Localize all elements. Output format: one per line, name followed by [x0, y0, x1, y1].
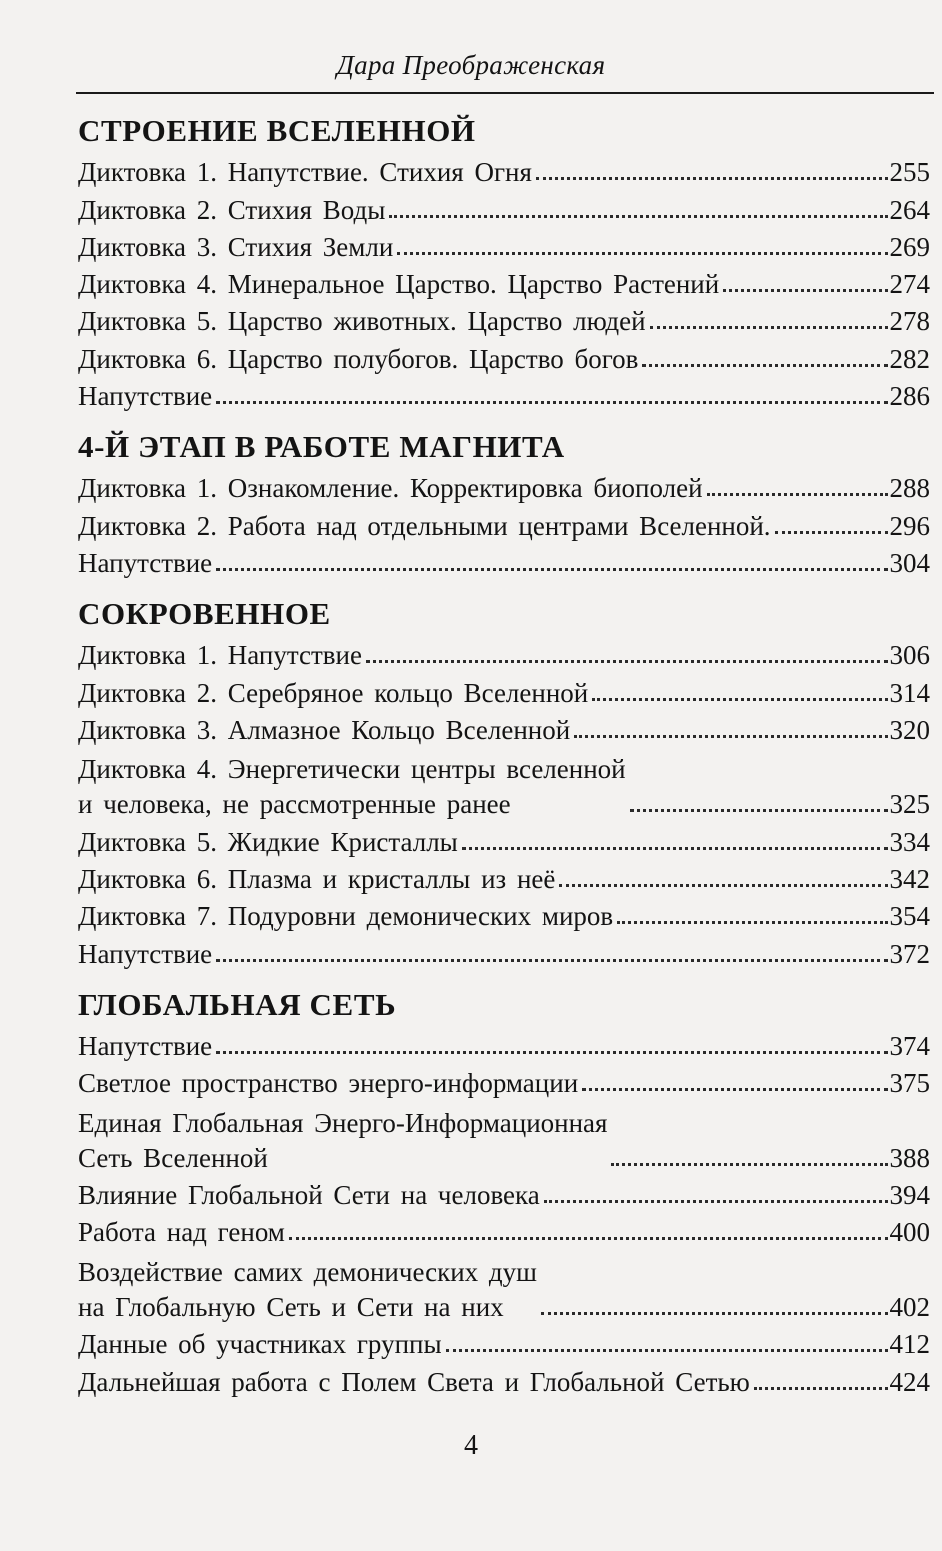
toc-entry	[78, 1062, 930, 1099]
entry-title-line: Работа над геном	[78, 1217, 285, 1248]
entry-title-line: Диктовка 2. Серебряное кольцо Вселенной	[78, 677, 589, 708]
toc-entry	[78, 820, 930, 857]
entry-title-line: Диктовка 4. Минеральное Царство. Царство Растений	[78, 269, 720, 300]
toc-entry	[78, 151, 930, 188]
entry-title-line: Напутствие	[78, 381, 213, 412]
header-rule	[76, 92, 934, 94]
entry-title-line: Диктовка 2. Работа над отдельными центрами Вселенной.	[78, 510, 771, 541]
toc-entry	[78, 375, 930, 412]
entry-page-number: 306	[889, 640, 930, 671]
toc-section	[78, 427, 930, 579]
entry-title-line: Единая Глобальная Энерго-Информационная	[78, 1107, 608, 1138]
dot-leader	[775, 531, 888, 534]
entry-title	[78, 472, 703, 504]
entry-title-line: Диктовка 6. Плазма и кристаллы из неё	[78, 864, 556, 895]
entry-title	[78, 751, 626, 820]
entry-title	[78, 1067, 578, 1099]
entry-page-number: 372	[889, 938, 930, 969]
entry-title	[78, 639, 362, 671]
entry-title	[78, 231, 393, 263]
entry-title-line: Светлое пространство энерго-информации	[78, 1068, 579, 1099]
dot-leader	[446, 1349, 888, 1352]
section-gap	[78, 579, 930, 591]
toc-entry	[78, 1248, 930, 1323]
table-of-contents	[78, 108, 930, 1398]
entry-title	[78, 1030, 212, 1062]
toc-section	[78, 111, 930, 412]
toc-entry	[78, 542, 930, 579]
toc-entry	[78, 858, 930, 895]
dot-leader	[389, 215, 887, 218]
entry-page-number: 320	[889, 714, 930, 745]
entry-title-line: Воздействие самих демонических душ	[78, 1256, 537, 1287]
entry-title-line: Диктовка 7. Подуровни демонических миров	[78, 901, 614, 932]
toc-entry	[78, 1360, 930, 1397]
entry-title-line: Диктовка 6. Царство полубогов. Царство богов	[78, 343, 639, 374]
dot-leader	[216, 568, 887, 571]
dot-leader	[397, 252, 887, 255]
toc-entry	[78, 634, 930, 671]
toc-section	[78, 594, 930, 970]
toc-entry	[78, 1099, 930, 1174]
dot-leader	[707, 493, 888, 496]
dot-leader	[216, 959, 887, 962]
entry-page-number: 402	[889, 1292, 930, 1323]
dot-leader	[216, 401, 887, 404]
entry-page-number: 334	[889, 826, 930, 857]
entry-title	[78, 900, 613, 932]
entry-page-number: 255	[889, 157, 930, 188]
entry-page-number: 269	[889, 231, 930, 262]
entry-page-number: 325	[889, 789, 930, 820]
entry-title-line: Диктовка 5. Жидкие Кристаллы	[78, 826, 458, 857]
toc-entry	[78, 1323, 930, 1360]
entry-page-number: 288	[889, 473, 930, 504]
entry-title-line: Диктовка 1. Напутствие. Стихия Огня	[78, 157, 532, 188]
entry-title-line: Диктовка 3. Алмазное Кольцо Вселенной	[78, 714, 571, 745]
entry-title-line: Диктовка 2. Стихия Воды	[78, 194, 386, 225]
entry-title-line: Дальнейшая работа с Полем Света и Глобальной Сетью	[78, 1366, 750, 1397]
entry-page-number: 296	[889, 510, 930, 541]
toc-entry	[78, 1211, 930, 1248]
entry-page-number: 342	[889, 864, 930, 895]
dot-leader	[541, 1312, 888, 1315]
entry-title	[78, 863, 555, 895]
entry-title-line: Напутствие	[78, 938, 213, 969]
entry-title-line: Диктовка 1. Ознакомление. Корректировка биополей	[78, 473, 703, 504]
dot-leader	[544, 1200, 888, 1203]
toc-entry	[78, 1174, 930, 1211]
entry-title-line: Диктовка 5. Царство животных. Царство людей	[78, 306, 646, 337]
entry-title	[78, 156, 532, 188]
dot-leader	[617, 921, 887, 924]
entry-title-line: и человека, не рассмотренные ранее	[78, 789, 511, 820]
entry-page-number: 374	[889, 1030, 930, 1061]
entry-page-number: 278	[889, 306, 930, 337]
entry-title	[78, 380, 212, 412]
section-title: 4-Й ЭТАП В РАБОТЕ МАГНИТА	[78, 429, 565, 465]
dot-leader	[289, 1237, 888, 1240]
entry-title	[78, 938, 212, 970]
toc-entry	[78, 1025, 930, 1062]
dot-leader	[630, 809, 888, 812]
section-gap	[78, 412, 930, 424]
section-title: ГЛОБАЛЬНАЯ СЕТЬ	[78, 986, 397, 1022]
dot-leader	[462, 847, 888, 850]
page-number: 4	[464, 1430, 478, 1461]
entry-title	[78, 305, 646, 337]
dot-leader	[366, 660, 888, 663]
entry-title-line: Напутствие	[78, 1030, 213, 1061]
toc-entry	[78, 188, 930, 225]
entry-title-line: Диктовка 3. Стихия Земли	[78, 231, 394, 262]
entry-title	[78, 714, 570, 746]
entry-title	[78, 343, 638, 375]
entry-title	[78, 194, 385, 226]
toc-entry	[78, 746, 930, 821]
dot-leader	[216, 1051, 887, 1054]
entry-page-number: 264	[889, 194, 930, 225]
entry-page-number: 394	[889, 1180, 930, 1211]
entry-title	[78, 510, 771, 542]
toc-entry	[78, 467, 930, 504]
entry-title	[78, 1366, 750, 1398]
section-title: СТРОЕНИЕ ВСЕЛЕННОЙ	[78, 113, 476, 148]
entry-title-line: Данные об участниках группы	[78, 1329, 442, 1360]
toc-entry	[78, 226, 930, 263]
entry-page-number: 400	[889, 1217, 930, 1248]
entry-page-number: 412	[889, 1329, 930, 1360]
dot-leader	[642, 364, 887, 367]
toc-entry	[78, 671, 930, 708]
dot-leader	[582, 1088, 887, 1091]
toc-entry	[78, 709, 930, 746]
entry-title	[78, 1254, 537, 1323]
toc-section	[78, 985, 930, 1398]
dot-leader	[754, 1387, 888, 1390]
running-head-author: Дара Преображенская	[336, 50, 606, 80]
entry-page-number: 274	[889, 269, 930, 300]
toc-entry	[78, 300, 930, 337]
toc-entry	[78, 263, 930, 300]
toc-entry	[78, 932, 930, 969]
dot-leader	[592, 698, 887, 701]
entry-page-number: 388	[889, 1142, 930, 1173]
dot-leader	[559, 884, 887, 887]
entry-title	[78, 1179, 540, 1211]
toc-entry	[78, 337, 930, 374]
dot-leader	[723, 289, 887, 292]
section-title: СОКРОВЕННОЕ	[78, 595, 331, 631]
entry-title-line: Диктовка 1. Напутствие	[78, 640, 362, 671]
entry-title-line: Влияние Глобальной Сети на человека	[78, 1180, 540, 1211]
entry-page-number: 282	[889, 343, 930, 374]
entry-page-number: 304	[889, 547, 930, 578]
toc-entry	[78, 504, 930, 541]
entry-title	[78, 826, 458, 858]
entry-title	[78, 268, 719, 300]
entry-title-line: на Глобальную Сеть и Сети на них	[78, 1292, 504, 1323]
dot-leader	[611, 1163, 887, 1166]
dot-leader	[574, 735, 887, 738]
entry-title	[78, 547, 212, 579]
entry-page-number: 354	[889, 901, 930, 932]
entry-page-number: 286	[889, 381, 930, 412]
entry-title-line: Диктовка 4. Энергетически центры вселенной	[78, 754, 626, 785]
entry-title	[78, 1105, 607, 1174]
section-gap	[78, 970, 930, 982]
entry-page-number: 375	[889, 1068, 930, 1099]
entry-page-number: 314	[889, 677, 930, 708]
entry-title	[78, 1216, 285, 1248]
dot-leader	[536, 177, 888, 180]
entry-title	[78, 677, 588, 709]
entry-title-line: Напутствие	[78, 547, 213, 578]
toc-entry	[78, 895, 930, 932]
dot-leader	[650, 326, 888, 329]
entry-title-line: Сеть Вселенной	[78, 1142, 268, 1173]
entry-page-number: 424	[889, 1366, 930, 1397]
entry-title	[78, 1328, 442, 1360]
